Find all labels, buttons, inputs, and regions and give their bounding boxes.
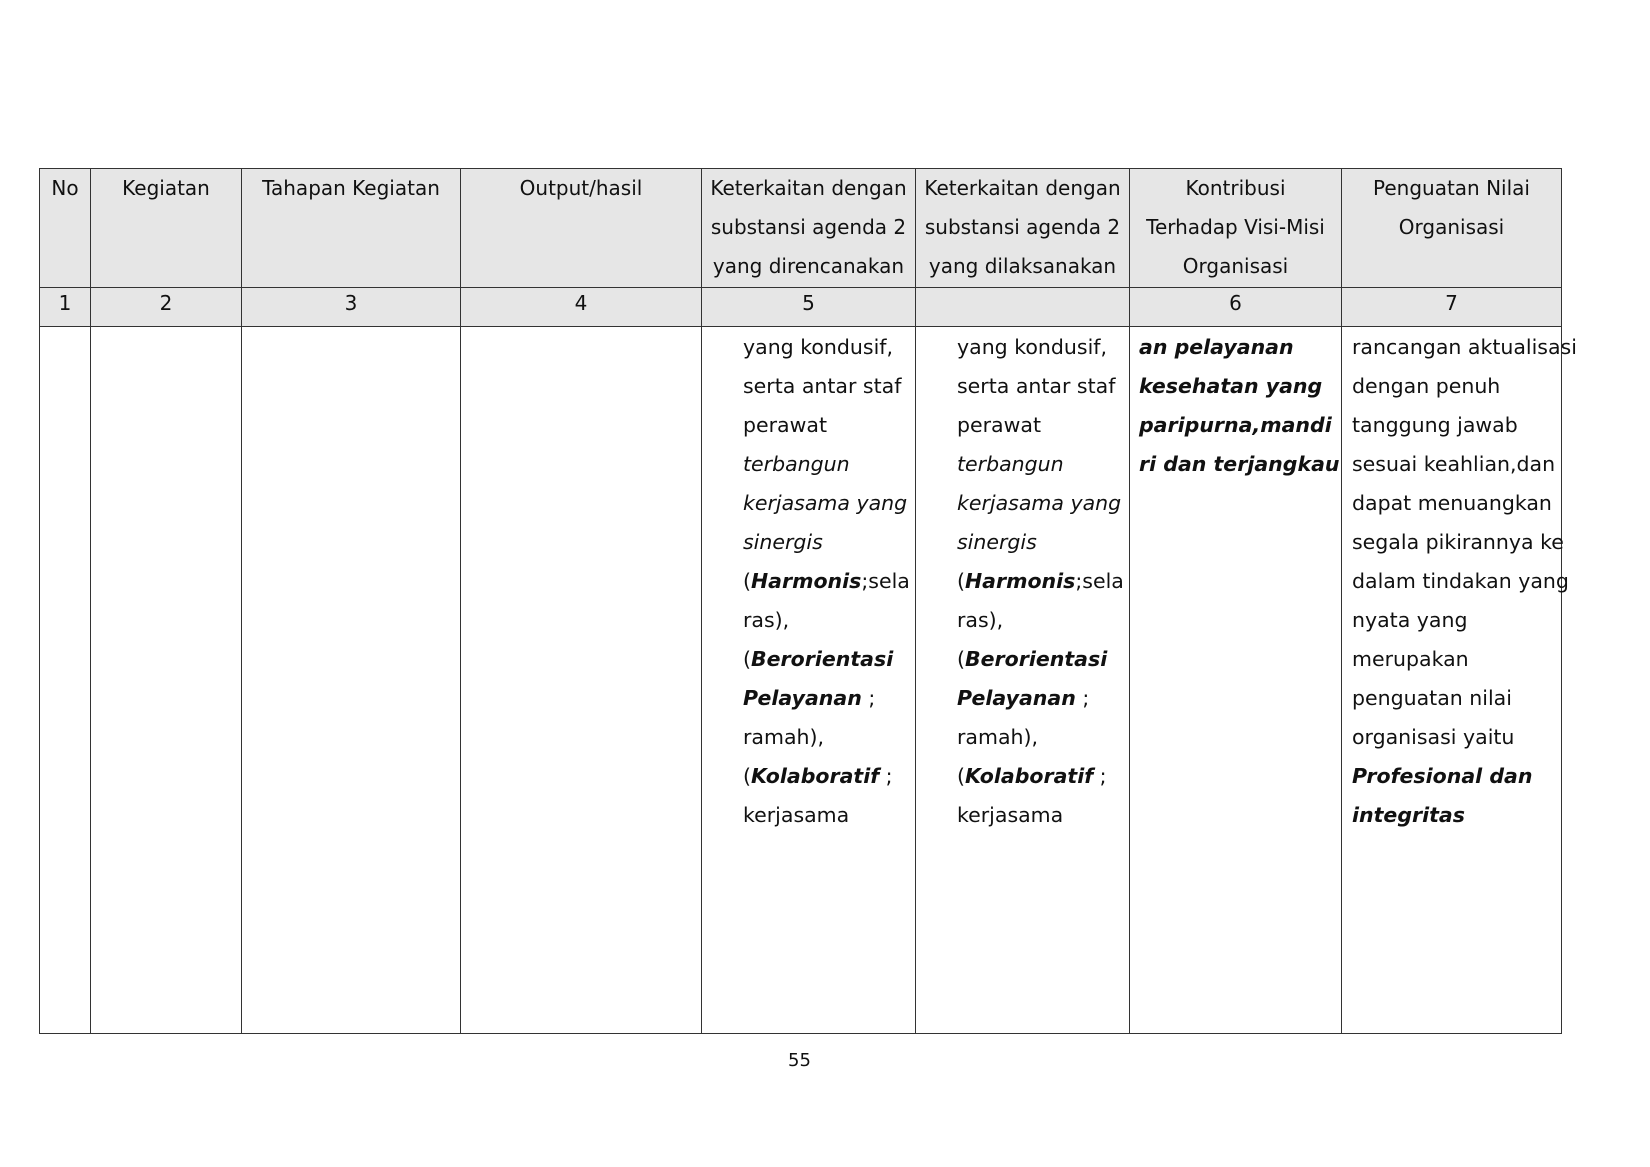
cell-keterkaitan-dilaksanakan xyxy=(916,327,1130,1034)
cell-tahapan xyxy=(242,327,461,1034)
column-number: 7 xyxy=(1342,288,1562,327)
value-term: Harmonis xyxy=(965,569,1076,593)
text-line: terbangun xyxy=(743,452,850,476)
text-line: serta antar staf xyxy=(957,374,1116,398)
header-keterkaitan-dilaksanakan: Keterkaitan dengan substansi agenda 2 yang dilaksanakan xyxy=(916,169,1130,288)
text-line: (Harmonis;sela xyxy=(743,569,910,593)
header-row xyxy=(40,169,1562,288)
header-keterkaitan-direncanakan: Keterkaitan dengan substansi agenda 2 yang direncanakan xyxy=(702,169,916,288)
text-line: (Kolaboratif ; xyxy=(957,764,1107,788)
table-row xyxy=(40,327,1562,1034)
header-tahapan-kegiatan: Tahapan Kegiatan xyxy=(242,169,461,288)
text-line: sinergis xyxy=(743,530,823,554)
value-term: Berorientasi xyxy=(965,647,1108,671)
header-penguatan-nilai: Penguatan Nilai Organisasi xyxy=(1342,169,1562,288)
text-line: (Kolaboratif ; xyxy=(743,764,893,788)
header-kegiatan: Kegiatan xyxy=(91,169,242,288)
header-no: No xyxy=(40,169,91,288)
header-kontribusi: Kontribusi Terhadap Visi-Misi Organisasi xyxy=(1130,169,1342,288)
column-number: 2 xyxy=(91,288,242,327)
text-line: an pelayanan xyxy=(1139,335,1294,359)
column-number: 6 xyxy=(1130,288,1342,327)
text-line: (Harmonis;sela xyxy=(957,569,1124,593)
text-line: nyata yang xyxy=(1352,608,1468,632)
text-line: dapat menuangkan xyxy=(1352,491,1552,515)
text-line: yang kondusif, xyxy=(743,335,894,359)
column-number xyxy=(916,288,1130,327)
text-line: ri dan terjangkau xyxy=(1139,452,1340,476)
activity-table xyxy=(39,168,1577,1034)
cell-no xyxy=(40,327,91,1034)
value-term: Harmonis xyxy=(751,569,862,593)
text-line: dengan penuh xyxy=(1352,374,1501,398)
text-line: kesehatan yang xyxy=(1139,374,1323,398)
text-line: paripurna,mandi xyxy=(1139,413,1332,437)
text-line: merupakan xyxy=(1352,647,1469,671)
text-line: serta antar staf xyxy=(743,374,902,398)
text-line: rancangan aktualisasi xyxy=(1352,335,1577,359)
text-line: organisasi yaitu xyxy=(1352,725,1515,749)
value-term: Kolaboratif xyxy=(751,764,880,788)
text-line: terbangun xyxy=(957,452,1064,476)
text-line: Pelayanan ; xyxy=(957,686,1090,710)
column-number: 1 xyxy=(40,288,91,327)
text-line: sesuai keahlian,dan xyxy=(1352,452,1556,476)
cell-kontribusi xyxy=(1130,327,1342,1034)
value-term: Kolaboratif xyxy=(965,764,1094,788)
cell-kegiatan xyxy=(91,327,242,1034)
header-output-hasil: Output/hasil xyxy=(461,169,702,288)
cell-keterkaitan-direncanakan xyxy=(702,327,916,1034)
text-line: penguatan nilai xyxy=(1352,686,1512,710)
text-line: tanggung jawab xyxy=(1352,413,1518,437)
value-term: Berorientasi xyxy=(751,647,894,671)
value-term: Pelayanan xyxy=(743,686,862,710)
text-line: ramah), xyxy=(957,725,1039,749)
cell-penguatan-nilai xyxy=(1342,327,1577,1034)
text-line: yang kondusif, xyxy=(957,335,1108,359)
text-line: Pelayanan ; xyxy=(743,686,876,710)
text-line: kerjasama yang xyxy=(743,491,908,515)
column-number: 5 xyxy=(702,288,916,327)
text-line: dalam tindakan yang xyxy=(1352,569,1569,593)
column-number: 3 xyxy=(242,288,461,327)
text-line: ras), xyxy=(743,608,790,632)
column-number: 4 xyxy=(461,288,702,327)
page-number: 55 xyxy=(788,1050,811,1071)
text-line: kerjasama xyxy=(743,803,850,827)
cell-output xyxy=(461,327,702,1034)
value-term: Pelayanan xyxy=(957,686,1076,710)
text-line: ramah), xyxy=(743,725,825,749)
text-line: perawat xyxy=(743,413,827,437)
text-line: segala pikirannya ke xyxy=(1352,530,1564,554)
text-line: sinergis xyxy=(957,530,1037,554)
text-line: Profesional dan xyxy=(1352,764,1533,788)
text-line: kerjasama xyxy=(957,803,1064,827)
text-line: (Berorientasi xyxy=(743,647,894,671)
text-line: integritas xyxy=(1352,803,1465,827)
text-line: ras), xyxy=(957,608,1004,632)
text-line: kerjasama yang xyxy=(957,491,1122,515)
text-line: (Berorientasi xyxy=(957,647,1108,671)
text-line: perawat xyxy=(957,413,1041,437)
column-number-row xyxy=(40,288,1562,327)
